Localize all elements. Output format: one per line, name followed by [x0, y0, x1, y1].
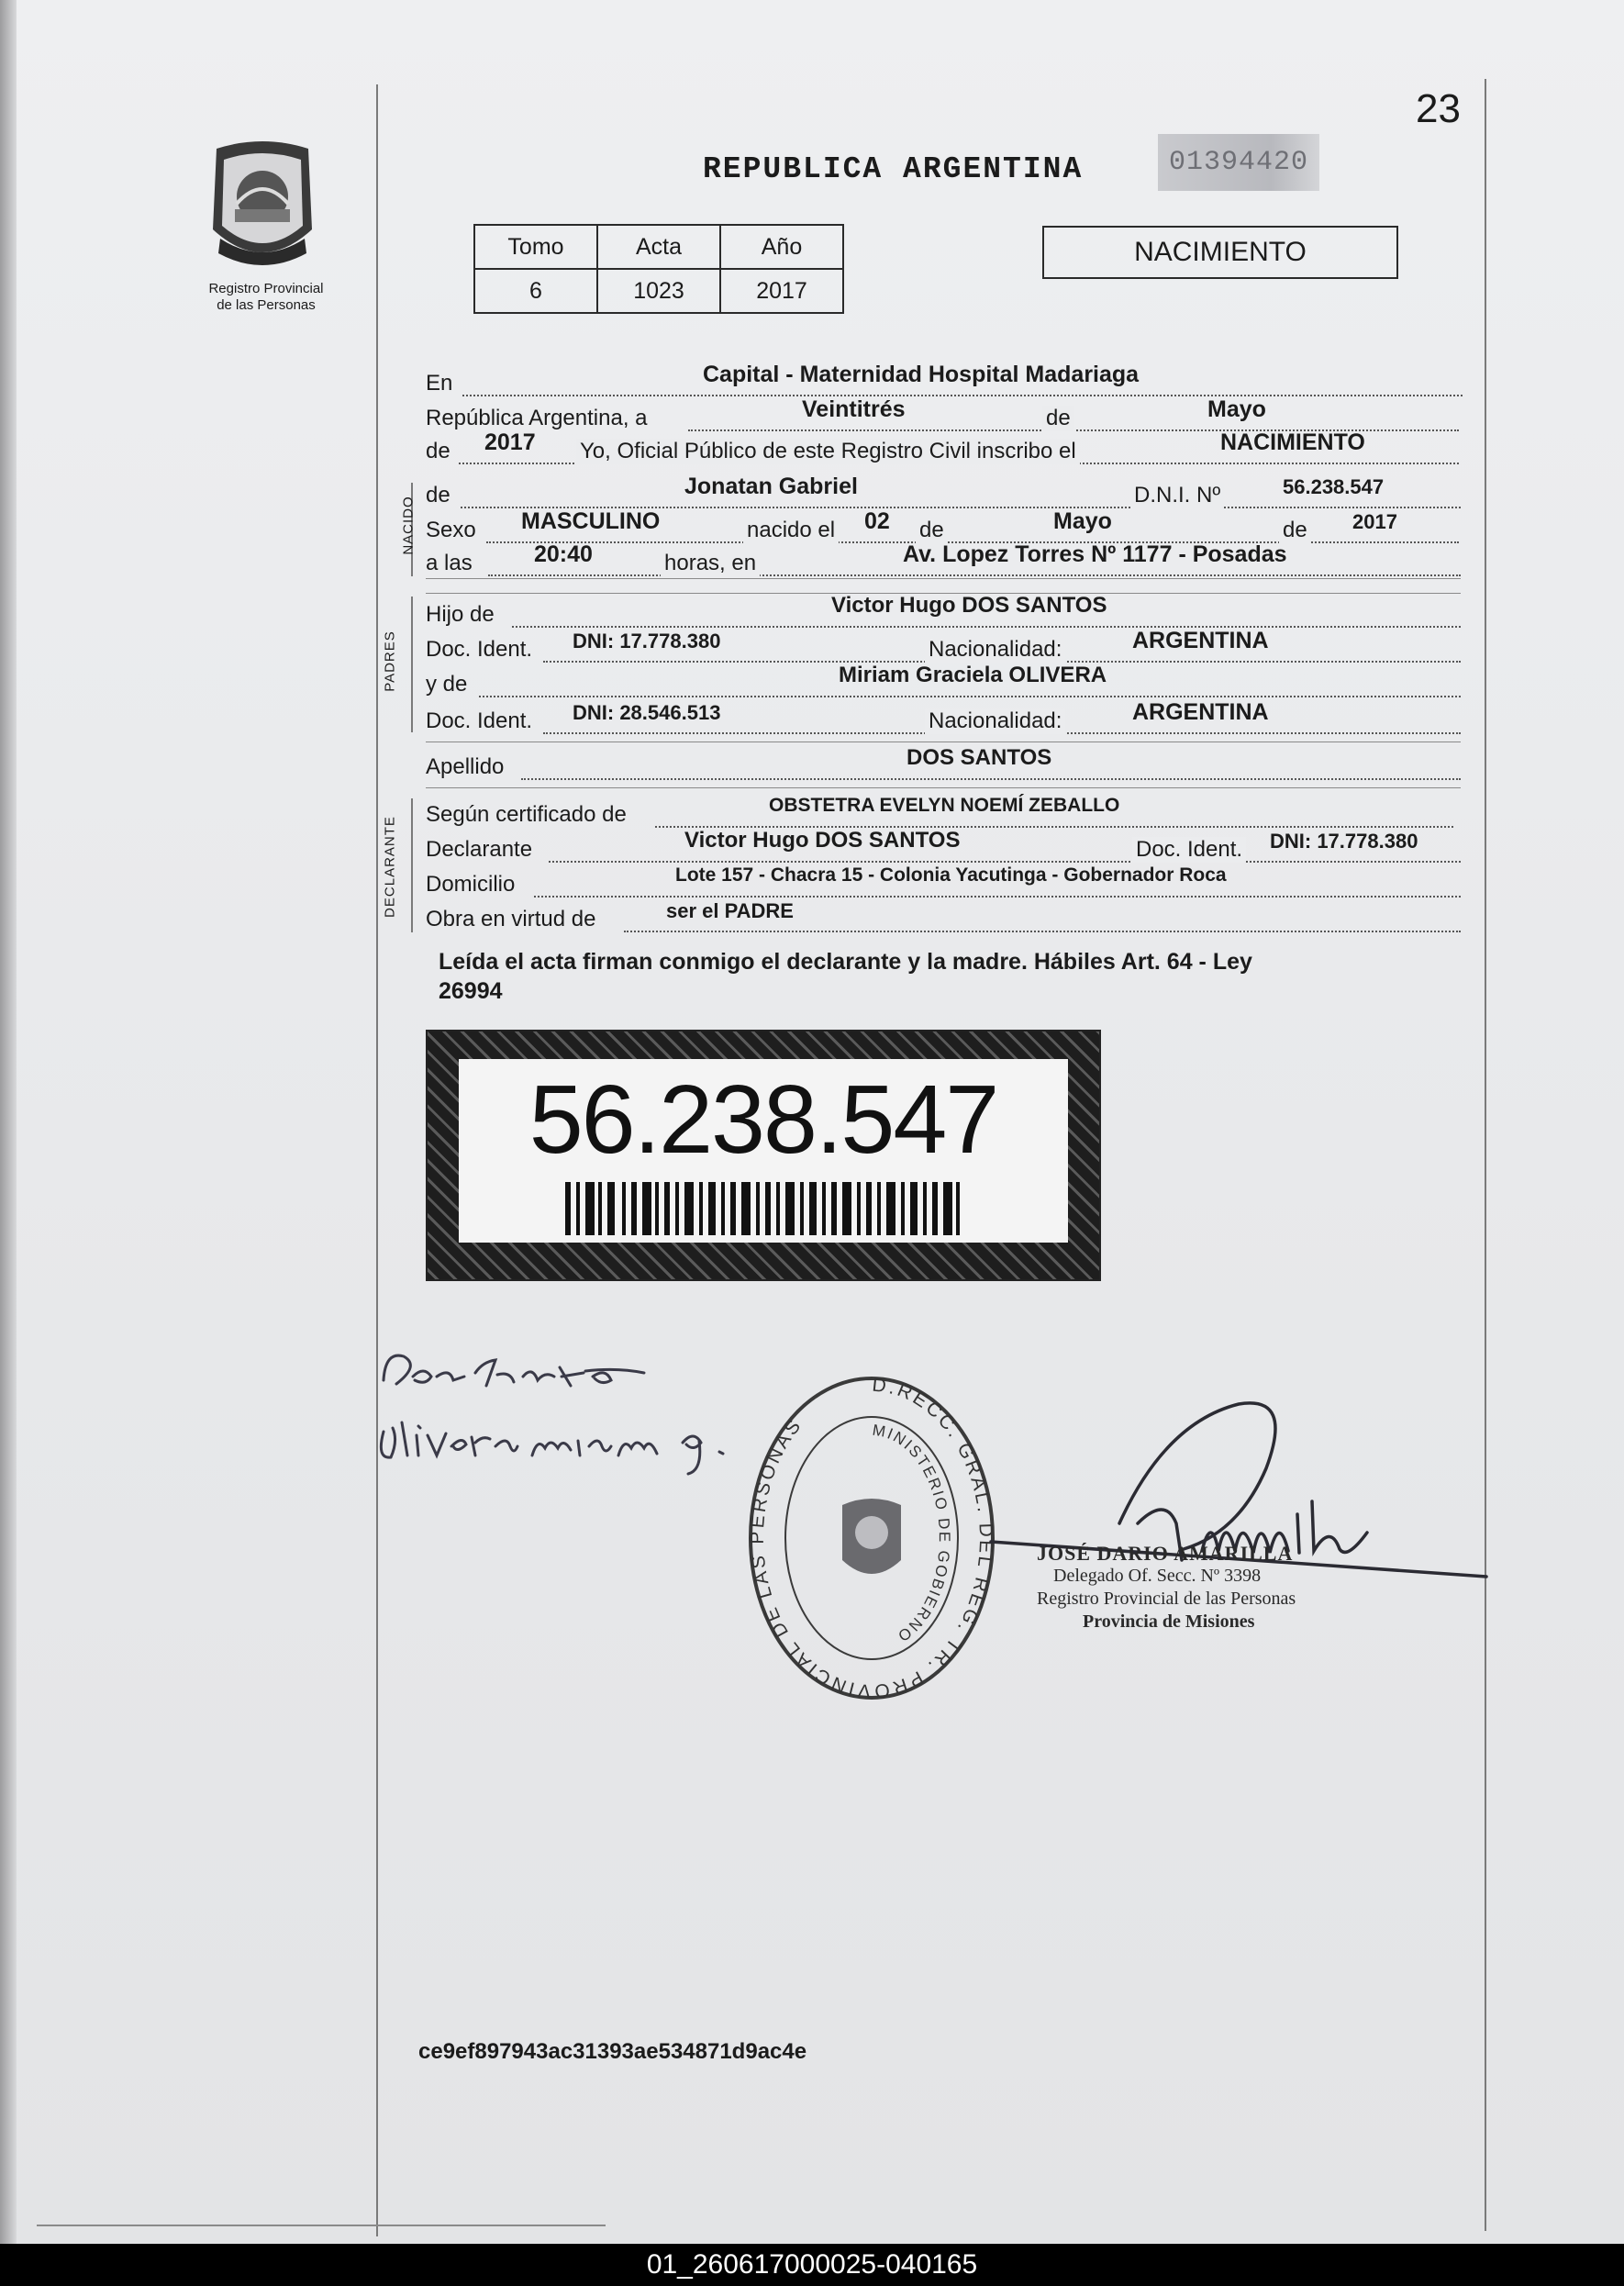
document-title: REPUBLICA ARGENTINA — [703, 152, 1084, 186]
dots — [534, 896, 1461, 898]
label-de4: de — [916, 518, 948, 543]
register-header-anio: Año — [720, 225, 843, 269]
value-tipo: NACIMIENTO — [1220, 429, 1365, 455]
label-de2: de — [426, 439, 450, 463]
page-edge-shadow — [0, 0, 17, 2244]
document-hash: ce9ef897943ac31393ae534871d9ac4e — [418, 2039, 807, 2064]
value-domicilio: Lote 157 - Chacra 15 - Colonia Yacutinga - Gobernador Roca — [675, 864, 1227, 886]
field-row-hora — [426, 541, 1457, 578]
value-apellido: DOS SANTOS — [907, 745, 1052, 770]
serial-number: 01394420 — [1158, 134, 1319, 191]
dots — [488, 574, 1461, 576]
value-padre: Victor Hugo DOS SANTOS — [831, 593, 1107, 618]
seal-outer-text: D.RECC. GRAL. DEL REG. TR. PROVINCIAL DE LAS PERSONAS — [746, 1374, 997, 1702]
register-header-acta: Acta — [597, 225, 720, 269]
official-province: Provincia de Misiones — [1083, 1611, 1255, 1632]
official-name: JOSÉ DARIO AMARILLA — [1037, 1542, 1294, 1565]
label-yde: y de — [426, 672, 468, 697]
field-row-lugar — [426, 362, 1457, 398]
closing-line1: Leída el acta firman conmigo el declarante y la madre. Hábiles Art. 64 - Ley — [439, 949, 1252, 975]
value-madre-nac: ARGENTINA — [1132, 699, 1269, 725]
label-oficial: Yo, Oficial Público de este Registro Civil inscribo el — [576, 439, 1080, 464]
value-lugar-nac: Av. Lopez Torres Nº 1177 - Posadas — [903, 541, 1287, 567]
dots — [624, 931, 1461, 932]
section-label-padres: PADRES — [382, 630, 398, 692]
section-divider-padres — [411, 597, 413, 732]
value-nombre: Jonatan Gabriel — [684, 474, 858, 499]
dni-barcode-label — [426, 1030, 1101, 1281]
value-declarante-doc: DNI: 17.778.380 — [1270, 830, 1418, 853]
field-row-oficial — [426, 429, 1457, 466]
value-obra: ser el PADRE — [666, 899, 794, 922]
label-doc: Doc. Ident. — [426, 637, 533, 662]
crest-caption-line2: de las Personas — [217, 297, 316, 313]
scan-footer-id: 01_260617000025-040165 — [0, 2244, 1624, 2286]
register-value-tomo: 6 — [474, 269, 597, 313]
signature-mother-icon — [371, 1404, 756, 1478]
dots — [462, 395, 1463, 396]
label-domicilio: Domicilio — [426, 872, 516, 897]
separator-4 — [426, 787, 1461, 788]
label-nacido: nacido el — [743, 518, 839, 543]
field-row-domicilio — [426, 864, 1457, 899]
signature-father-icon — [376, 1340, 651, 1404]
register-header-tomo: Tomo — [474, 225, 597, 269]
official-org: Registro Provincial de las Personas — [1037, 1589, 1296, 1609]
provincial-crest-icon — [204, 138, 321, 275]
field-row-sexo — [426, 508, 1457, 545]
dots — [479, 696, 1461, 697]
official-signature-block — [1037, 1542, 1385, 1634]
field-row-obra — [426, 899, 1457, 934]
field-row-certificado — [426, 795, 1457, 830]
label-de3: de — [426, 483, 450, 507]
dots — [549, 861, 1461, 863]
field-row-madre — [426, 663, 1457, 699]
label-sexo: Sexo — [426, 518, 476, 542]
value-lugar: Capital - Maternidad Hospital Madariaga — [703, 362, 1140, 387]
label-certificado: Según certificado de — [426, 802, 627, 827]
register-value-row — [474, 269, 843, 313]
value-nac-mes: Mayo — [1053, 508, 1112, 534]
label-alas: a las — [426, 551, 473, 575]
label-nacionalidad: Nacionalidad: — [925, 637, 1065, 663]
label-obra: Obra en virtud de — [426, 907, 596, 931]
label-apellido: Apellido — [426, 754, 505, 779]
value-sexo: MASCULINO — [521, 508, 661, 534]
field-row-padre-doc — [426, 628, 1457, 664]
register-table — [473, 224, 844, 314]
field-row-madre-doc — [426, 699, 1457, 736]
field-row-fecha — [426, 396, 1457, 433]
field-row-padre — [426, 593, 1457, 630]
section-divider-declarante — [411, 798, 413, 932]
barcode-bars-icon — [565, 1182, 960, 1235]
record-type-box: NACIMIENTO — [1042, 226, 1398, 279]
label-declarante: Declarante — [426, 837, 533, 862]
section-label-declarante: DECLARANTE — [382, 816, 398, 918]
value-hora: 20:40 — [534, 541, 593, 567]
dots — [512, 626, 1461, 628]
field-row-nombre — [426, 474, 1457, 510]
value-nac-anio: 2017 — [1352, 510, 1397, 533]
label-en: En — [426, 371, 453, 396]
value-padre-doc: DNI: 17.778.380 — [573, 630, 721, 652]
value-dni: 56.238.547 — [1283, 475, 1385, 498]
label-horas: horas, en — [661, 551, 760, 576]
value-madre: Miriam Graciela OLIVERA — [839, 663, 1107, 687]
separator-1 — [426, 578, 1461, 579]
left-margin-line — [376, 84, 378, 2236]
value-certificado: OBSTETRA EVELYN NOEMÍ ZEBALLO — [769, 795, 1120, 816]
section-label-nacido: NACIDO — [400, 496, 417, 555]
page-number: 23 — [1416, 86, 1461, 131]
official-role: Delegado Of. Secc. Nº 3398 — [1053, 1566, 1262, 1586]
register-value-acta: 1023 — [597, 269, 720, 313]
bottom-rule — [37, 2225, 606, 2226]
closing-line2: 26994 — [439, 978, 503, 1004]
crest-caption-line1: Registro Provincial — [208, 281, 324, 296]
label-nacionalidad-madre: Nacionalidad: — [925, 708, 1065, 734]
right-margin-line — [1485, 79, 1486, 2231]
label-dni: D.N.I. Nº — [1130, 483, 1224, 508]
value-nac-dia: 02 — [864, 508, 890, 534]
closing-statement — [439, 947, 1439, 1006]
value-declarante: Victor Hugo DOS SANTOS — [684, 828, 961, 853]
barcode-inner-panel — [459, 1059, 1068, 1243]
label-hijo: Hijo de — [426, 602, 495, 627]
register-header-row — [474, 225, 843, 269]
field-row-apellido — [426, 745, 1457, 782]
dots — [521, 778, 1461, 780]
label-doc-madre: Doc. Ident. — [426, 708, 533, 733]
value-dia: Veintitrés — [802, 396, 906, 422]
seal-inner-text: MINISTERIO DE GOBIERNO — [871, 1421, 953, 1646]
label-republica: República Argentina, a — [426, 406, 648, 430]
barcode-number: 56.238.547 — [528, 1065, 998, 1174]
value-anio: 2017 — [484, 429, 536, 455]
value-mes: Mayo — [1207, 396, 1266, 422]
value-madre-doc: DNI: 28.546.513 — [573, 701, 721, 724]
label-de5: de — [1279, 518, 1311, 543]
field-row-declarante — [426, 828, 1457, 864]
label-doc-declarante: Doc. Ident. — [1132, 837, 1246, 863]
crest-caption — [184, 281, 349, 314]
value-padre-nac: ARGENTINA — [1132, 628, 1269, 653]
label-de: de — [1042, 406, 1074, 431]
register-value-anio: 2017 — [720, 269, 843, 313]
